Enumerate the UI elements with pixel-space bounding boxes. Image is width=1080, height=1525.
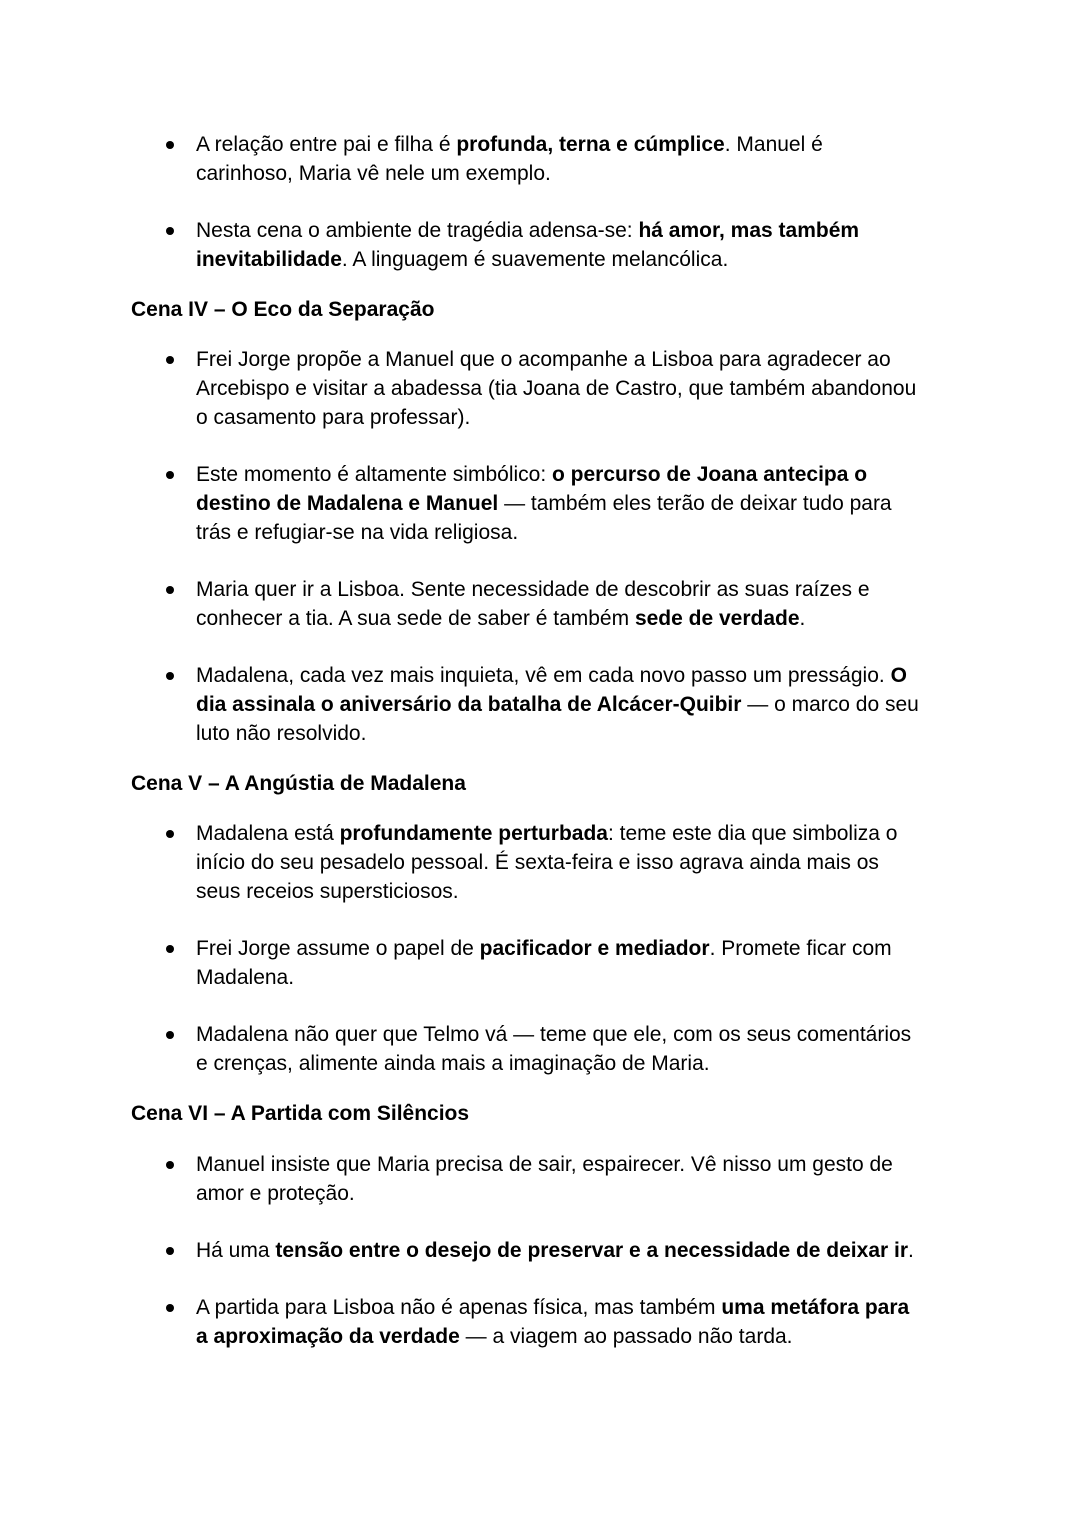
bullet-icon xyxy=(166,471,174,479)
bold-text: há amor, mas também xyxy=(638,219,860,242)
bold-text: pacificador e mediador xyxy=(479,937,710,960)
plain-text: . A linguagem é suavemente melancólica. xyxy=(341,248,729,271)
plain-text: A partida para Lisboa não é apenas física, mas também xyxy=(196,1296,722,1319)
plain-text: . xyxy=(799,607,806,630)
plain-text: seus receios supersticiosos. xyxy=(196,880,459,903)
bullet-text xyxy=(196,1020,956,1078)
text-line xyxy=(196,934,956,963)
bullet-text xyxy=(196,661,956,748)
plain-text: Madalena não quer que Telmo vá — teme que ele, com os seus comentários xyxy=(196,1023,912,1046)
text-line xyxy=(196,345,956,374)
text-line xyxy=(196,216,956,245)
plain-text: conhecer a tia. A sua sede de saber é também xyxy=(196,607,635,630)
text-line xyxy=(196,819,956,848)
section-heading: Cena VI – A Partida com Silêncios xyxy=(131,1102,470,1125)
bullet-text xyxy=(196,460,956,547)
text-line xyxy=(196,374,956,403)
text-line xyxy=(196,1236,956,1265)
bullet-icon xyxy=(166,356,174,364)
bullet-icon xyxy=(166,945,174,953)
plain-text: e crenças, alimente ainda mais a imaginação de Maria. xyxy=(196,1052,710,1075)
plain-text: Madalena. xyxy=(196,966,295,989)
plain-text: Este momento é altamente simbólico: xyxy=(196,463,552,486)
bold-text: inevitabilidade xyxy=(196,248,342,271)
plain-text: início do seu pesadelo pessoal. É sexta-feira e isso agrava ainda mais os xyxy=(196,851,879,874)
bold-text: destino de Madalena e Manuel xyxy=(196,492,499,515)
text-line xyxy=(196,848,956,877)
bullet-text xyxy=(196,819,956,906)
plain-text: Maria quer ir a Lisboa. Sente necessidade de descobrir as suas raízes e xyxy=(196,578,870,601)
plain-text: . xyxy=(908,1239,914,1262)
text-line xyxy=(196,1020,956,1049)
plain-text: — também eles terão de deixar tudo para xyxy=(498,492,892,515)
plain-text: : teme este dia que simboliza o xyxy=(607,822,898,845)
text-line xyxy=(196,518,956,547)
text-line xyxy=(196,245,956,274)
plain-text: o casamento para professar). xyxy=(196,406,471,429)
bold-text: o percurso de Joana antecipa o xyxy=(552,463,868,486)
bullet-icon xyxy=(166,1247,174,1255)
bold-text: profunda, terna e cúmplice xyxy=(456,133,725,156)
text-line xyxy=(196,1322,956,1351)
text-line xyxy=(196,1049,956,1078)
bullet-icon xyxy=(166,586,174,594)
bullet-text xyxy=(196,1150,956,1208)
plain-text: . Manuel é xyxy=(724,133,823,156)
bullet-text xyxy=(196,216,956,274)
plain-text: Nesta cena o ambiente de tragédia adensa-se: xyxy=(196,219,639,242)
text-line xyxy=(196,130,956,159)
bullet-icon xyxy=(166,1031,174,1039)
bullet-icon xyxy=(166,141,174,149)
bold-text: sede de verdade xyxy=(634,607,800,630)
bold-text: a aproximação da verdade xyxy=(196,1325,460,1348)
bold-text: profundamente perturbada xyxy=(339,822,608,845)
text-line xyxy=(196,489,956,518)
text-line xyxy=(196,159,956,188)
text-line xyxy=(196,460,956,489)
section-heading: Cena V – A Angústia de Madalena xyxy=(131,772,466,795)
plain-text: trás e refugiar-se na vida religiosa. xyxy=(196,521,519,544)
plain-text: Madalena, cada vez mais inquieta, vê em cada novo passo um presságio. xyxy=(196,664,891,687)
plain-text: Frei Jorge assume o papel de xyxy=(196,937,480,960)
bold-text: dia assinala o aniversário da batalha de Alcácer-Quibir xyxy=(196,693,742,716)
plain-text: Arcebispo e visitar a abadessa (tia Joana de Castro, que também abandonou xyxy=(196,377,917,400)
text-line xyxy=(196,1150,956,1179)
text-line xyxy=(196,963,956,992)
plain-text: amor e proteção. xyxy=(196,1182,355,1205)
text-line xyxy=(196,1179,956,1208)
bullet-text xyxy=(196,1236,956,1265)
text-line xyxy=(196,403,956,432)
bold-text: uma metáfora para xyxy=(721,1296,910,1319)
bullet-text xyxy=(196,575,956,633)
bullet-icon xyxy=(166,227,174,235)
bullet-icon xyxy=(166,1304,174,1312)
bullet-text xyxy=(196,130,956,188)
text-line xyxy=(196,604,956,633)
text-line xyxy=(196,661,956,690)
plain-text: Madalena está xyxy=(196,822,340,845)
text-line xyxy=(196,877,956,906)
plain-text: carinhoso, Maria vê nele um exemplo. xyxy=(196,162,551,185)
bullet-text xyxy=(196,934,956,992)
text-line xyxy=(196,1293,956,1322)
plain-text: Há uma xyxy=(196,1239,276,1262)
text-line xyxy=(196,719,956,748)
bullet-icon xyxy=(166,1161,174,1169)
plain-text: Manuel insiste que Maria precisa de sair, espairecer. Vê nisso um gesto de xyxy=(196,1153,893,1176)
text-line xyxy=(196,575,956,604)
bullet-icon xyxy=(166,830,174,838)
plain-text: luto não resolvido. xyxy=(196,722,367,745)
section-heading: Cena IV – O Eco da Separação xyxy=(131,298,435,321)
plain-text: A relação entre pai e filha é xyxy=(196,133,457,156)
plain-text: Frei Jorge propõe a Manuel que o acompanhe a Lisboa para agradecer ao xyxy=(196,348,891,371)
text-line xyxy=(196,690,956,719)
bullet-text xyxy=(196,345,956,432)
plain-text: — a viagem ao passado não tarda. xyxy=(459,1325,793,1348)
bold-text: tensão entre o desejo de preservar e a necessidade de deixar ir xyxy=(275,1239,909,1262)
bullet-icon xyxy=(166,672,174,680)
plain-text: . Promete ficar com xyxy=(709,937,892,960)
bold-text: O xyxy=(890,664,907,687)
plain-text: — o marco do seu xyxy=(741,693,919,716)
bullet-text xyxy=(196,1293,956,1351)
